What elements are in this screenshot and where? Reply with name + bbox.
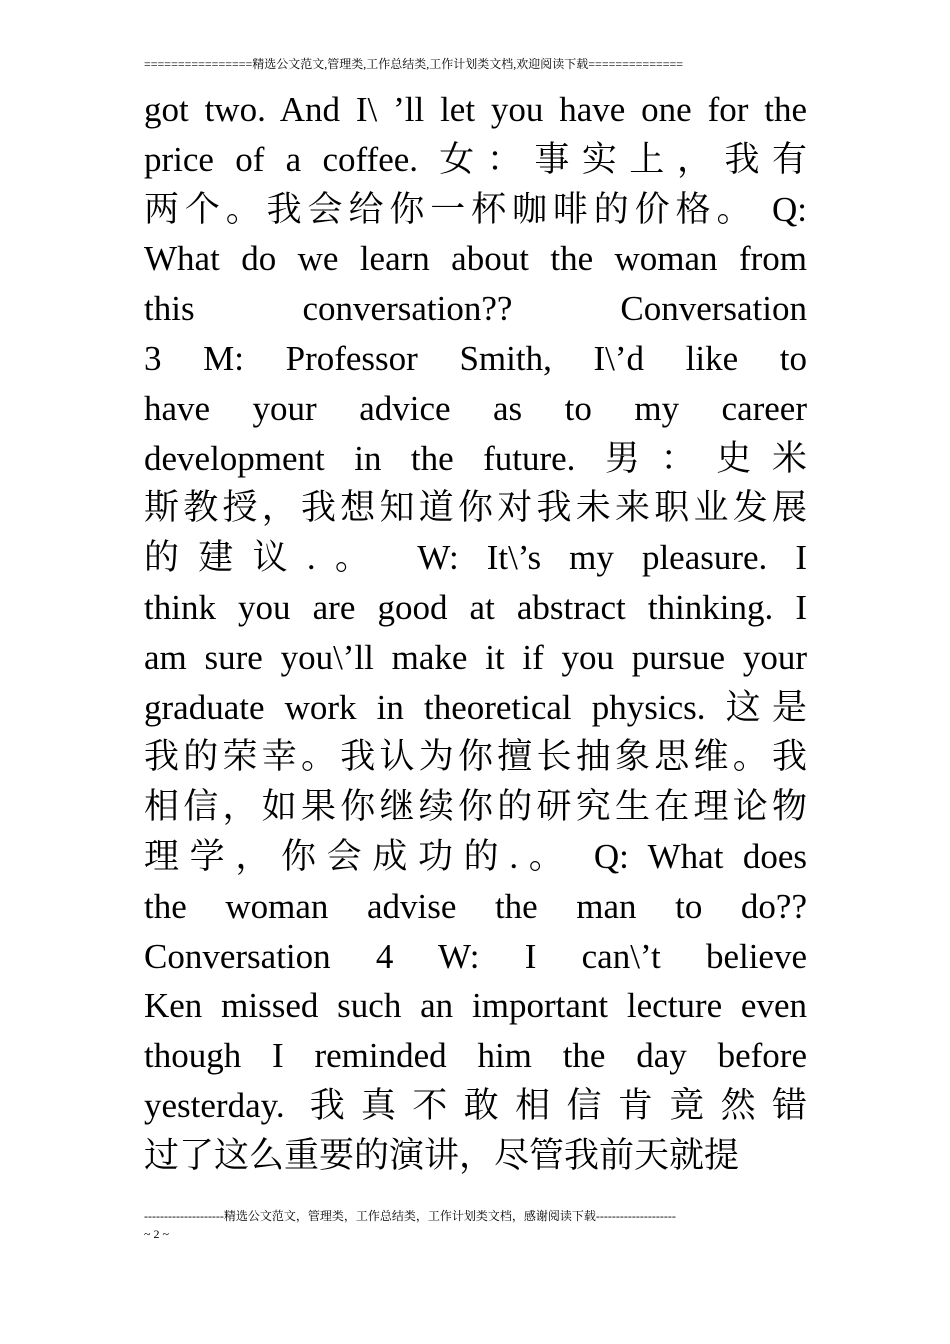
text-line: though I reminded him the day before (144, 1036, 807, 1076)
text-line: Ken missed such an important lecture even (144, 986, 807, 1026)
text-line: development in the future. 男：史米 (144, 438, 807, 478)
text-line: 的建议.。 W: It\’s my pleasure. I (144, 538, 807, 578)
text-line: yesterday. 我真不敢相信肯竟然错 (144, 1085, 807, 1125)
document-body (144, 85, 807, 1181)
text-line: the woman advise the man to do?? (144, 886, 807, 926)
text-line: have your advice as to my career (144, 388, 807, 428)
text-line: 3 M: Professor Smith, I\’d like to (144, 338, 807, 378)
text-line: got two. And I\ ’ll let you have one for the (144, 90, 807, 129)
text-line: 斯教授，我想知道你对我未来职业发展 (144, 488, 807, 528)
text-line: What do we learn about the woman from (144, 239, 807, 279)
text-line: am sure you\’ll make it if you pursue your (144, 637, 807, 677)
text-line: this conversation?? Conversation (144, 289, 807, 329)
page-footer: --------------------精选公文范文，管理类，工作总结类，工作计划类文档，感谢阅读下载-------------------- (144, 1209, 676, 1223)
text-line: think you are good at abstract thinking. I (144, 587, 807, 627)
text-line: 相信，如果你继续你的研究生在理论物 (144, 787, 807, 827)
text-line: 过了这么重要的演讲，尽管我前天就提 (144, 1135, 740, 1175)
page-number: ~ 2 ~ (144, 1227, 169, 1241)
text-line: 我的荣幸。我认为你擅长抽象思维。我 (144, 737, 807, 777)
page-header: ================精选公文范文,管理类,工作总结类,工作计划类文档,欢迎阅读下载============== (144, 57, 684, 71)
text-line: Conversation 4 W: I can\’t believe (144, 936, 807, 976)
text-line: graduate work in theoretical physics. 这是 (144, 687, 807, 727)
text-line: 两个。我会给你一杯咖啡的价格。 Q: (144, 189, 807, 229)
text-line: price of a coffee. 女：事实上，我有 (144, 139, 807, 179)
text-line: 理学，你会成功的.。 Q: What does (144, 836, 807, 876)
